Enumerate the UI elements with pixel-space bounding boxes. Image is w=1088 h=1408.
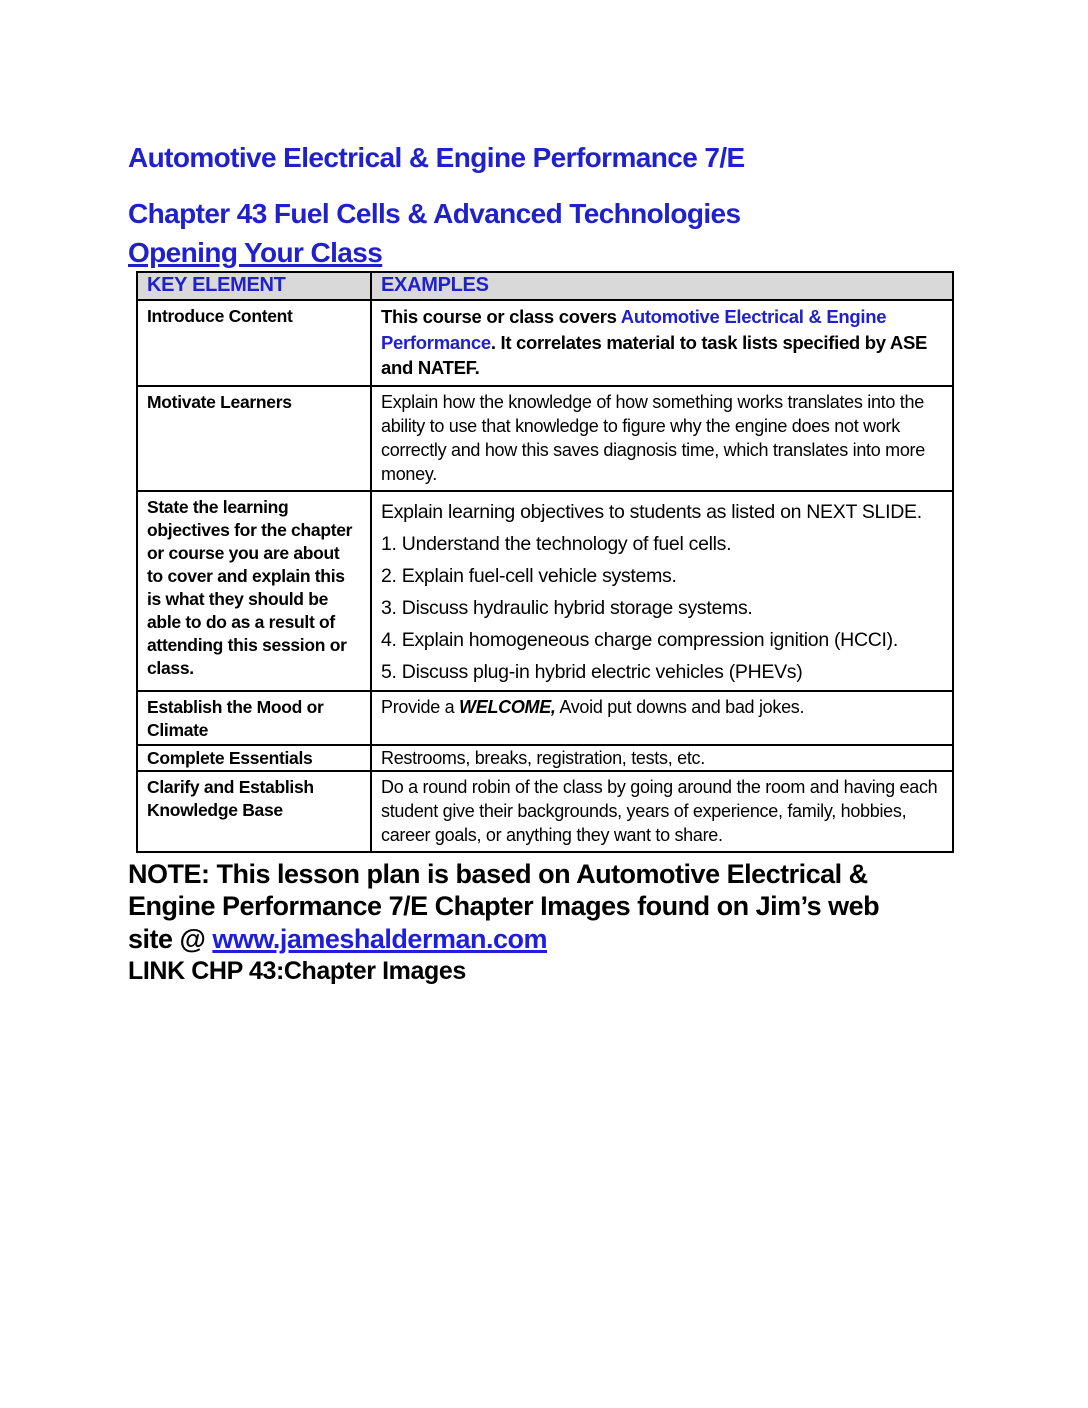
key-element-clarify-knowledge-base: Clarify and Establish Knowledge Base — [137, 771, 371, 852]
section-heading-opening-your-class: Opening Your Class — [128, 237, 383, 268]
objective-item: 5. Discuss plug-in hybrid electric vehicles (PHEVs) — [381, 660, 803, 683]
jameshalderman-website-link[interactable]: www.jameshalderman.com — [212, 923, 547, 954]
example-clarify-knowledge-base: Do a round robin of the class by going around the room and having each student give their backgrounds, years of experience, family, hobbies, career goals, or anything they want to share. — [371, 771, 953, 852]
example-establish-mood — [371, 691, 953, 745]
table-header-row — [137, 272, 953, 300]
objective-item: 3. Discuss hydraulic hybrid storage systems. — [381, 596, 753, 619]
key-element-motivate-learners: Motivate Learners — [137, 386, 371, 491]
note-line: NOTE: This lesson plan is based on Automotive Electrical & — [128, 858, 868, 889]
note-line: Engine Performance 7/E Chapter Images found on Jim’s web — [128, 891, 880, 921]
welcome-emphasis: WELCOME, — [459, 696, 556, 717]
key-element-establish-mood: Establish the Mood or Climate — [137, 691, 371, 745]
lesson-plan-document — [128, 143, 973, 988]
example-text: Provide a — [381, 696, 460, 717]
example-text: Avoid put downs and bad jokes. — [555, 696, 805, 717]
table-row — [137, 771, 953, 852]
column-header-examples: EXAMPLES — [371, 272, 953, 300]
chapter-title-heading: Chapter 43 Fuel Cells & Advanced Technologies — [128, 198, 741, 229]
table-row — [137, 300, 953, 386]
key-element-state-objectives: State the learning objectives for the chapter or course you are about to cover and explain this is what they should be able to do as a result of attending this session or class. — [137, 491, 371, 691]
table-row — [137, 386, 953, 491]
objective-item: 4. Explain homogeneous charge compression ignition (HCCI). — [381, 628, 898, 651]
table-row — [137, 691, 953, 745]
objective-item: 2. Explain fuel-cell vehicle systems. — [381, 564, 677, 587]
table-row — [137, 745, 953, 771]
objectives-intro: Explain learning objectives to students as listed on NEXT SLIDE. — [381, 500, 922, 523]
book-title-inline-highlight: Automotive Electrical & Engine Performance — [381, 306, 887, 353]
example-complete-essentials: Restrooms, breaks, registration, tests, etc. — [371, 745, 953, 771]
example-text: . It correlates material to task lists specified by ASE and NATEF. — [381, 331, 928, 378]
note-line-prefix: site @ — [128, 923, 213, 954]
table-row — [137, 491, 953, 691]
example-introduce-content — [371, 300, 953, 386]
opening-class-table — [136, 271, 954, 853]
key-element-introduce-content: Introduce Content — [137, 300, 371, 386]
example-text: This course or class covers — [381, 306, 621, 327]
note-line — [128, 923, 968, 956]
chapter-images-link-label: LINK CHP 43:Chapter Images — [128, 957, 466, 985]
key-element-complete-essentials: Complete Essentials — [137, 745, 371, 771]
column-header-key-element: KEY ELEMENT — [137, 272, 371, 300]
example-learning-objectives — [371, 491, 953, 691]
book-title-heading: Automotive Electrical & Engine Performance 7/E — [128, 142, 745, 173]
objective-item: 1. Understand the technology of fuel cells. — [381, 532, 732, 555]
note-paragraph — [128, 858, 968, 989]
example-motivate-learners: Explain how the knowledge of how something works translates into the ability to use that knowledge to figure why the engine does not work correctly and how this saves diagnosis time, which translates into more money. — [371, 386, 953, 491]
